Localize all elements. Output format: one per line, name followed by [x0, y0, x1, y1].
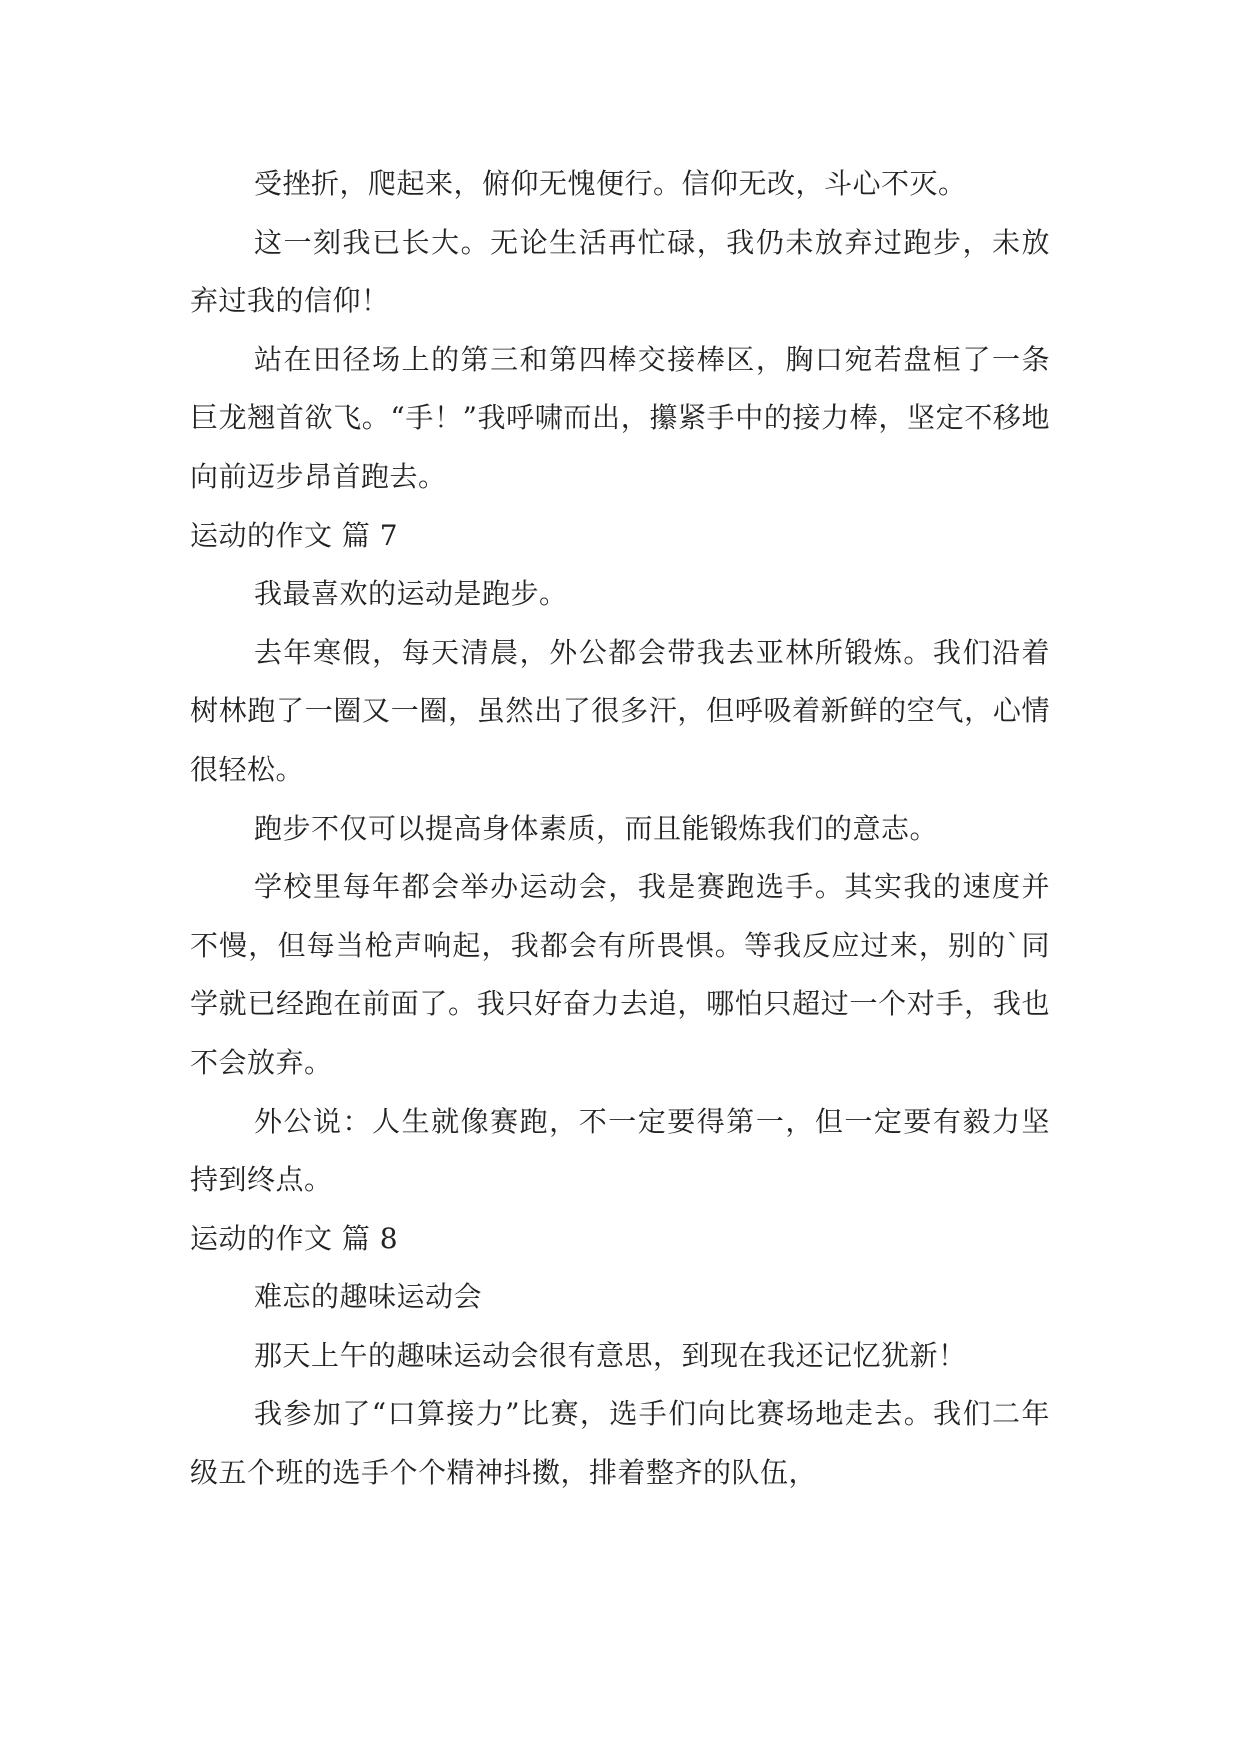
- paragraph-5: 去年寒假，每天清晨，外公都会带我去亚林所锻炼。我们沿着树林跑了一圈又一圈，虽然出了很多汗，但呼吸着新鲜的空气，心情很轻松。: [190, 635, 1050, 786]
- paragraph-7: 学校里每年都会举办运动会，我是赛跑选手。其实我的速度并不慢，但每当枪声响起，我都会有所畏惧。等我反应过来，别的`同学就已经跑在前面了。我只好奋力去追，哪怕只超过一个对手，我也不会放弃。: [190, 870, 1050, 1079]
- paragraph-6: 跑步不仅可以提高身体素质，而且能锻炼我们的意志。: [254, 811, 939, 845]
- paragraph-8: 外公说：人生就像赛跑，不一定要得第一，但一定要有毅力坚持到终点。: [190, 1104, 1050, 1197]
- paragraph-1: 受挫折，爬起来，俯仰无愧便行。信仰无改，斗心不灭。: [254, 167, 967, 200]
- paragraph-9: 那天上午的趣味运动会很有意思，到现在我还记忆犹新！: [254, 1338, 967, 1372]
- paragraph-10: 我参加了“口算接力”比赛，选手们向比赛场地走去。我们二年级五个班的选手个个精神抖擞，排着整齐的队伍，: [190, 1397, 1050, 1490]
- paragraph-2: 这一刻我已长大。无论生活再忙碌，我仍未放弃过跑步，未放弃过我的信仰！: [190, 225, 1050, 318]
- essay-title: 难忘的趣味运动会: [254, 1280, 483, 1314]
- section-heading-7: 运动的作文 篇 7: [190, 518, 399, 552]
- paragraph-4: 我最喜欢的运动是跑步。: [254, 577, 568, 611]
- document-body: [190, 155, 1050, 1503]
- section-heading-8: 运动的作文 篇 8: [190, 1221, 399, 1255]
- paragraph-3: 站在田径场上的第三和第四棒交接棒区，胸口宛若盘桓了一条巨龙翘首欲飞。“手！”我呼啸而出，攥紧手中的接力棒，坚定不移地向前迈步昂首跑去。: [190, 342, 1050, 493]
